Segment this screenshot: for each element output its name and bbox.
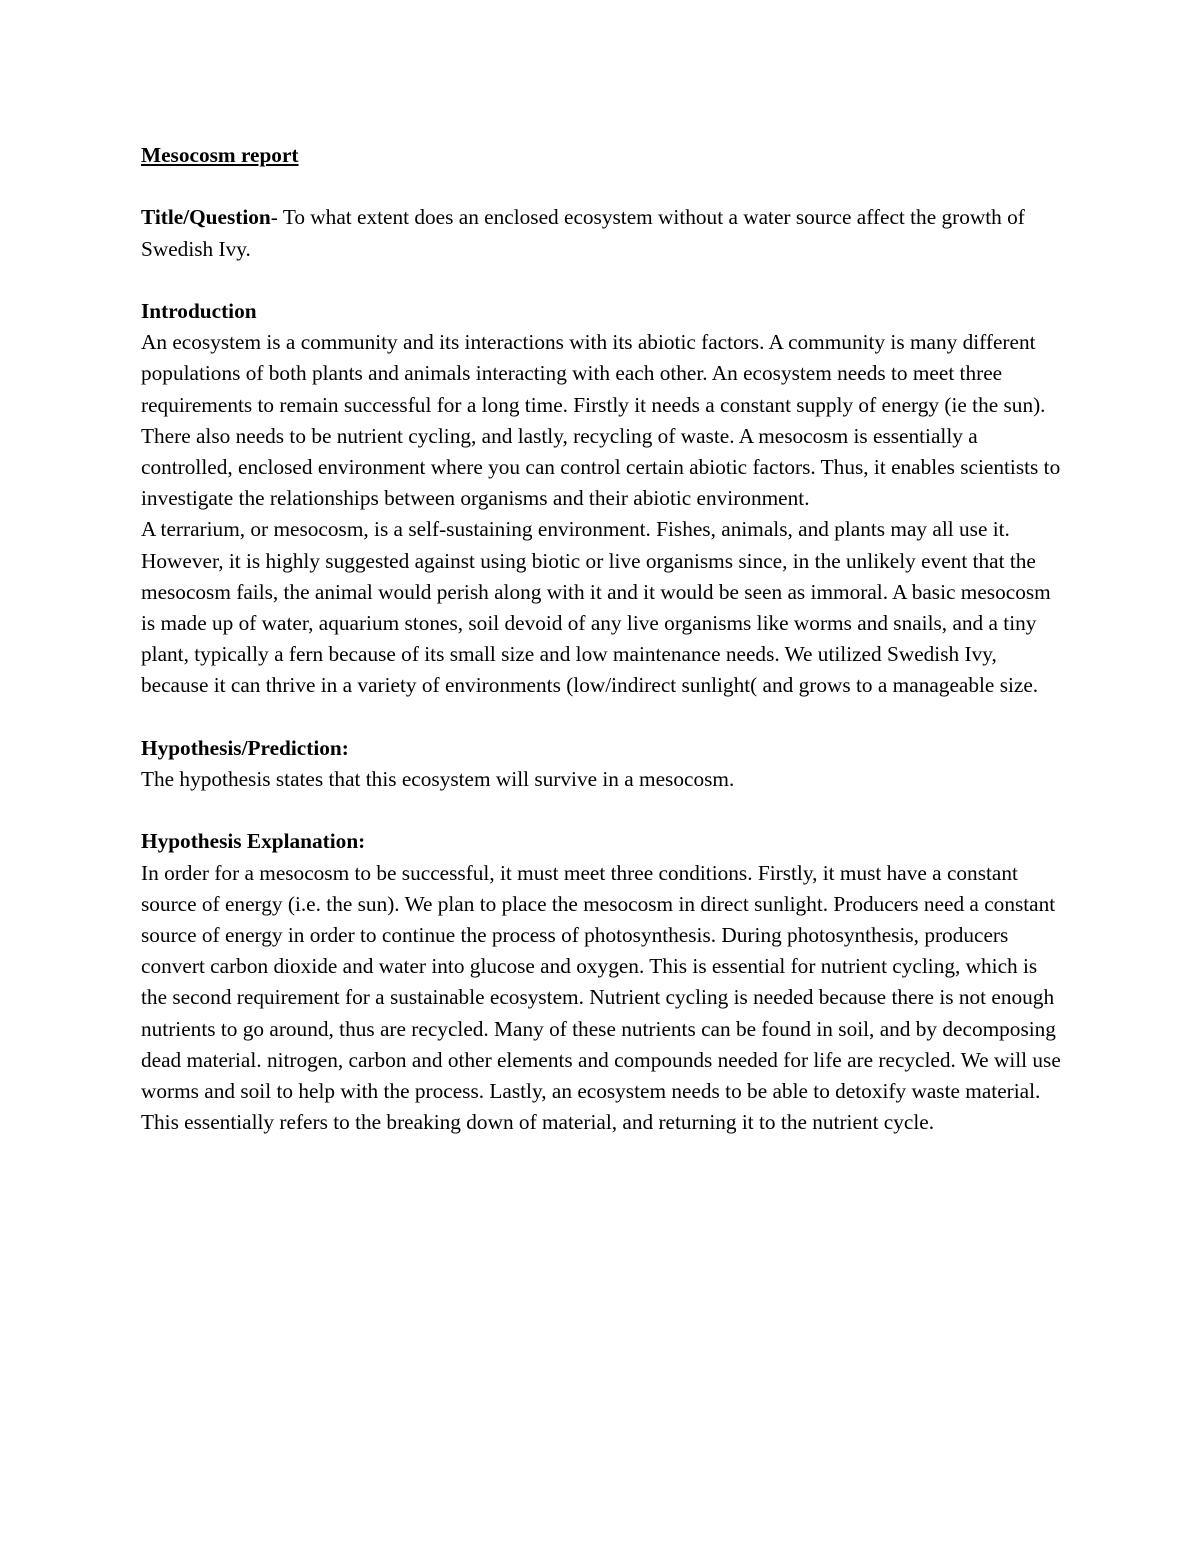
hypothesis-text: The hypothesis states that this ecosystem will survive in a mesocosm.	[141, 767, 735, 792]
document-page	[141, 140, 1061, 1138]
document-title: Mesocosm report	[141, 143, 299, 167]
question-label: Title/Question	[141, 205, 271, 230]
explanation-text: In order for a mesocosm to be successful, it must meet three conditions. Firstly, it must have a constant source of energy (i.e. the sun). We plan to place the mesocosm in direct sunlight. Producers need a constant source of energy in order to continue the process of photosynthesis. During photosynthesis, producers convert carbon dioxide and water into glucose and oxygen. This is essential for nutrient cycling, which is the second requirement for a sustainable ecosystem. Nutrient cycling is needed because there is not enough nutrients to go around, thus are recycled. Many of these nutrients can be found in soil, and by decomposing dead material. nitrogen, carbon and other elements and compounds needed for life are recycled. We will use worms and soil to help with the process. Lastly, an ecosystem needs to be able to detoxify waste material. This essentially refers to the breaking down of material, and returning it to the nutrient cycle.	[141, 860, 1061, 1135]
question-text: - To what extent does an enclosed ecosystem without a water source affect the growth of Swedish Ivy.	[141, 205, 1025, 261]
hypothesis-section	[141, 733, 1061, 795]
explanation-heading: Hypothesis Explanation:	[141, 829, 366, 854]
hypothesis-heading: Hypothesis/Prediction:	[141, 735, 349, 760]
introduction-paragraph-1: An ecosystem is a community and its interactions with its abiotic factors. A community is many different populations of both plants and animals interacting with each other. An ecosystem needs to meet three requirements to remain successful for a long time. Firstly it needs a constant supply of energy (ie the sun). There also needs to be nutrient cycling, and lastly, recycling of waste. A mesocosm is essentially a controlled, enclosed environment where you can control certain abiotic factors. Thus, it enables scientists to investigate the relationships between organisms and their abiotic environment.	[141, 330, 1061, 511]
introduction-paragraph-2: A terrarium, or mesocosm, is a self-sustaining environment. Fishes, animals, and plants may all use it. However, it is highly suggested against using biotic or live organisms since, in the unlikely event that the mesocosm fails, the animal would perish along with it and it would be seen as immoral. A basic mesocosm is made up of water, aquarium stones, soil devoid of any live organisms like worms and snails, and a tiny plant, typically a fern because of its small size and low maintenance needs. We utilized Swedish Ivy, because it can thrive in a variety of environments (low/indirect sunlight( and grows to a manageable size.	[141, 517, 1051, 698]
question-paragraph	[141, 202, 1061, 264]
introduction-section	[141, 296, 1061, 702]
explanation-section	[141, 826, 1061, 1138]
introduction-heading: Introduction	[141, 298, 257, 323]
